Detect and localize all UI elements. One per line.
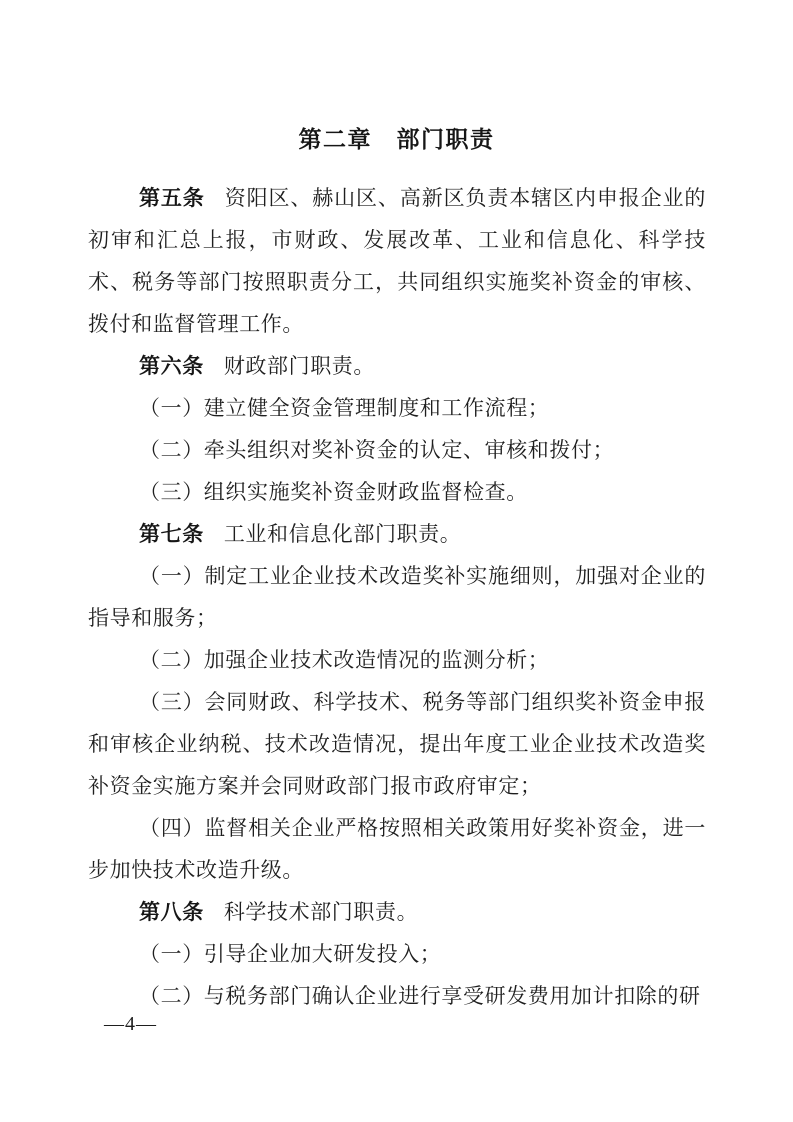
article-8-number: 第八条 [139, 900, 204, 924]
article-7-item-3-text: （三）会同财政、科学技术、税务等部门组织奖补资金申报和审核企业纳税、技术改造情况，提出年度工业企业技术改造奖补资金实施方案并会同财政部门报市政府审定； [88, 690, 706, 798]
article-8-text: 科学技术部门职责。 [223, 900, 419, 924]
article-7-item-2 [88, 639, 706, 681]
article-8-item-1 [88, 933, 706, 975]
article-6-item-3-text: （三）组织实施奖补资金财政监督检查。 [139, 480, 528, 504]
article-6-item-2 [88, 429, 706, 471]
article-7-text: 工业和信息化部门职责。 [223, 522, 462, 546]
article-7-item-4 [88, 807, 706, 891]
article-6-number: 第六条 [139, 354, 204, 378]
article-7 [88, 513, 706, 555]
article-7-item-1-text: （一）制定工业企业技术改造奖补实施细则，加强对企业的指导和服务； [88, 564, 706, 630]
article-7-item-3 [88, 681, 706, 807]
document-body [88, 177, 706, 1017]
article-6-item-2-text: （二）牵头组织对奖补资金的认定、审核和拨付； [139, 438, 615, 462]
article-6-item-1 [88, 387, 706, 429]
article-8-item-2 [88, 975, 706, 1017]
article-8-item-1-text: （一）引导企业加大研发投入； [139, 942, 442, 966]
chapter-title: 第二章 部门职责 [298, 126, 495, 152]
article-8-item-2-text: （二）与税务部门确认企业进行享受研发费用加计扣除的研 [139, 984, 701, 1008]
article-6-item-1-text: （一）建立健全资金管理制度和工作流程； [139, 396, 550, 420]
article-7-item-4-text: （四）监督相关企业严格按照相关政策用好奖补资金，进一步加快技术改造升级。 [88, 816, 706, 882]
article-6 [88, 345, 706, 387]
article-5 [88, 177, 706, 345]
article-5-number: 第五条 [139, 186, 205, 210]
article-7-item-1 [88, 555, 706, 639]
page-number: —4— [104, 1013, 157, 1035]
article-7-number: 第七条 [139, 522, 204, 546]
article-6-item-3 [88, 471, 706, 513]
article-8 [88, 891, 706, 933]
article-7-item-2-text: （二）加强企业技术改造情况的监测分析； [139, 648, 550, 672]
article-5-text: 资阳区、赫山区、高新区负责本辖区内申报企业的初审和汇总上报，市财政、发展改革、工业和信息化、科学技术、税务等部门按照职责分工，共同组织实施奖补资金的审核、拨付和监督管理工作。 [88, 186, 706, 336]
article-6-text: 财政部门职责。 [223, 354, 376, 378]
